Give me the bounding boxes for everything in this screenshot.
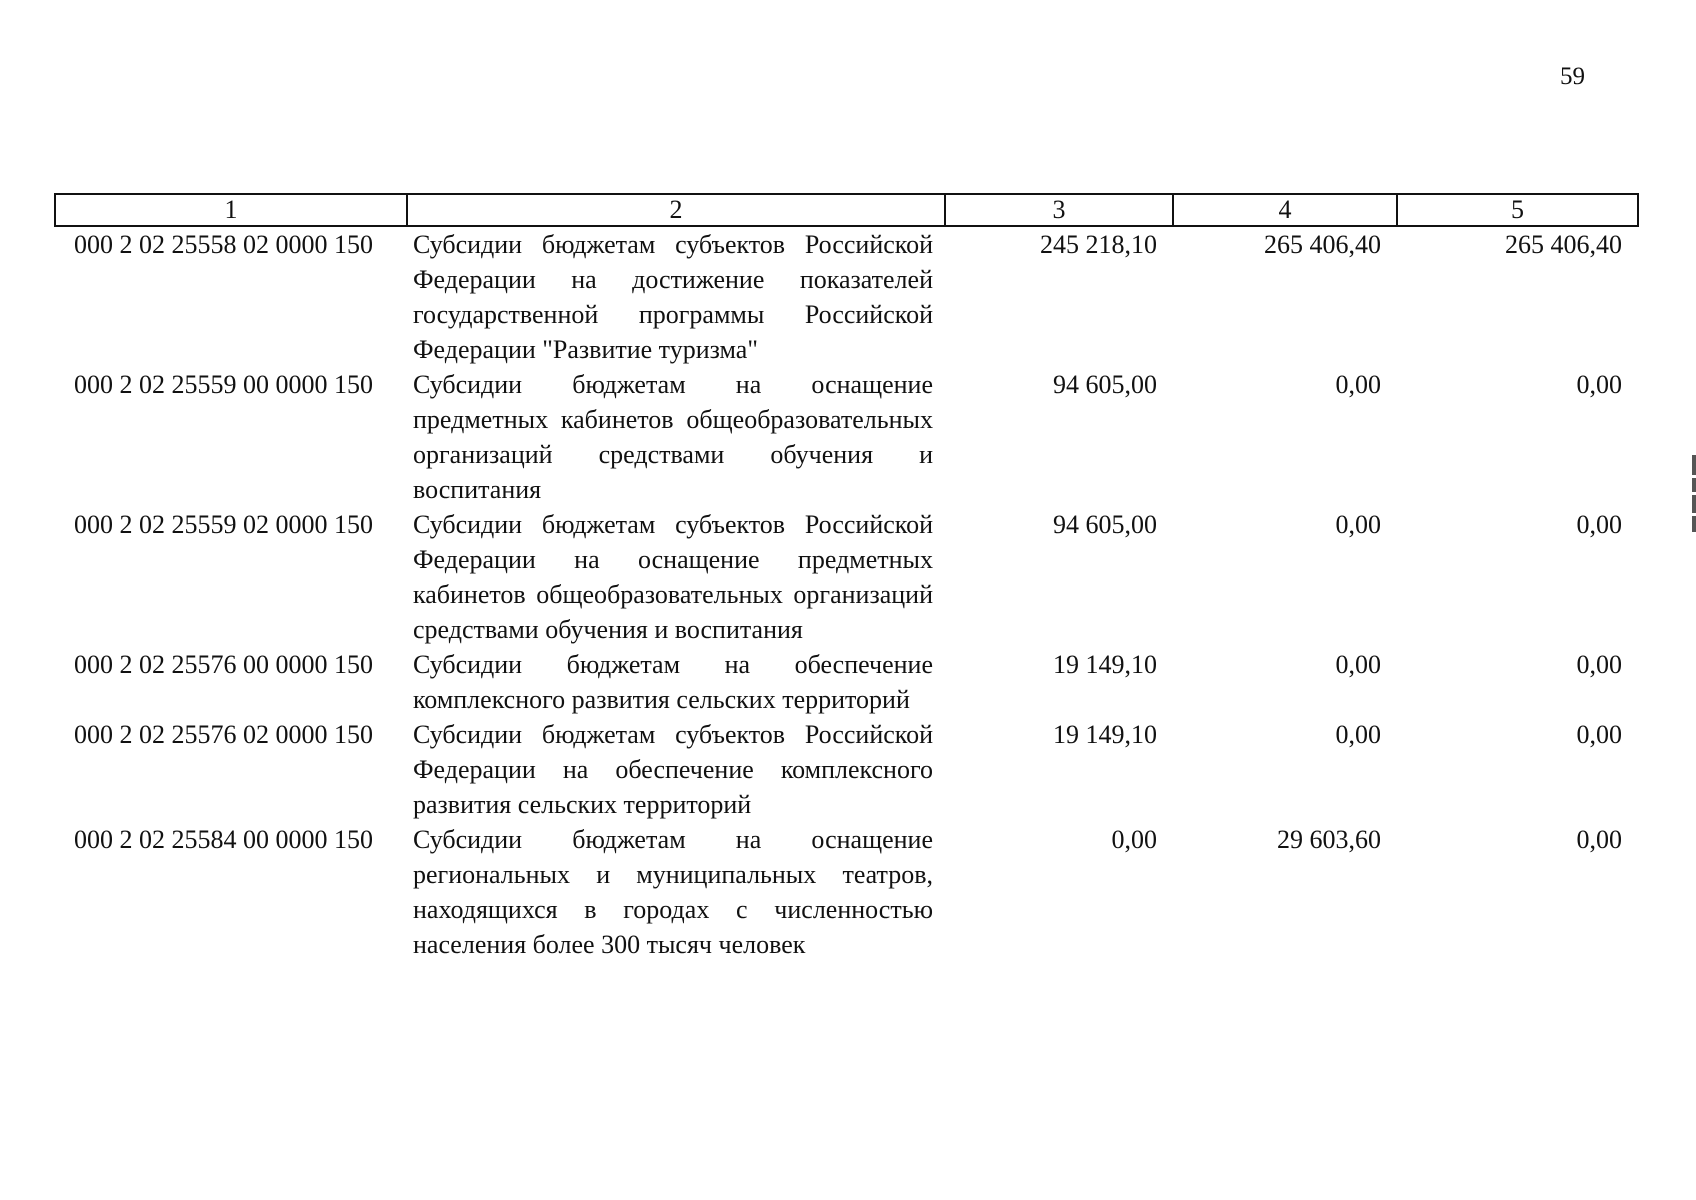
amount-col4-cell: 29 603,60 [1277, 825, 1381, 854]
scan-edge-mark [1692, 495, 1696, 513]
amount-col5-cell: 0,00 [1576, 510, 1622, 539]
column-header-5: 5 [1397, 194, 1638, 226]
header-row [55, 194, 1638, 226]
amount-col3-cell: 94 605,00 [1053, 510, 1157, 539]
amount-col3-cell: 19 149,10 [1053, 650, 1157, 679]
amount-col4-cell: 0,00 [1335, 510, 1381, 539]
table-row [55, 226, 1638, 367]
amount-col5-cell: 0,00 [1576, 370, 1622, 399]
column-header-3: 3 [945, 194, 1173, 226]
scan-edge-marks [1692, 455, 1696, 535]
amount-col4-cell: 265 406,40 [1264, 230, 1381, 259]
scan-edge-mark [1692, 478, 1696, 492]
budget-code-cell: 000 2 02 25558 02 0000 150 [74, 230, 373, 259]
budget-code-cell: 000 2 02 25559 02 0000 150 [74, 510, 373, 539]
amount-col5-cell: 0,00 [1576, 825, 1622, 854]
column-header-2: 2 [407, 194, 945, 226]
scan-edge-mark [1692, 455, 1696, 475]
amount-col5-cell: 0,00 [1576, 720, 1622, 749]
budget-code-cell: 000 2 02 25576 00 0000 150 [74, 650, 373, 679]
amount-col4-cell: 0,00 [1335, 370, 1381, 399]
column-header-1: 1 [55, 194, 407, 226]
amount-col3-cell: 0,00 [1111, 825, 1157, 854]
amount-col5-cell: 265 406,40 [1505, 230, 1622, 259]
table-row [55, 507, 1638, 647]
table-header [55, 194, 1638, 226]
table-row [55, 647, 1638, 717]
budget-code-cell: 000 2 02 25584 00 0000 150 [74, 825, 373, 854]
amount-col4-cell: 0,00 [1335, 720, 1381, 749]
amount-col3-cell: 94 605,00 [1053, 370, 1157, 399]
table-row [55, 822, 1638, 962]
table-row [55, 717, 1638, 822]
table-row [55, 367, 1638, 507]
amount-col5-cell: 0,00 [1576, 650, 1622, 679]
page-number: 59 [1560, 63, 1585, 90]
description-cell: Субсидии бюджетам субъектов Российской Федерации на оснащение предметных кабинетов общеобразовательных организаций средствами обучения и воспитания [413, 510, 933, 644]
description-cell: Субсидии бюджетам субъектов Российской Федерации на достижение показателей государственной программы Российской Федерации "Развитие туризма" [413, 230, 933, 364]
column-header-4: 4 [1173, 194, 1397, 226]
amount-col3-cell: 245 218,10 [1040, 230, 1157, 259]
scan-edge-mark [1692, 516, 1696, 532]
description-cell: Субсидии бюджетам субъектов Российской Федерации на обеспечение комплексного развития сельских территорий [413, 720, 933, 819]
budget-code-cell: 000 2 02 25559 00 0000 150 [74, 370, 373, 399]
description-cell: Субсидии бюджетам на оснащение региональных и муниципальных театров, находящихся в городах с численностью населения более 300 тысяч человек [413, 825, 933, 959]
budget-table [54, 193, 1639, 962]
description-cell: Субсидии бюджетам на оснащение предметных кабинетов общеобразовательных организаций средствами обучения и воспитания [413, 370, 933, 504]
amount-col4-cell: 0,00 [1335, 650, 1381, 679]
amount-col3-cell: 19 149,10 [1053, 720, 1157, 749]
budget-code-cell: 000 2 02 25576 02 0000 150 [74, 720, 373, 749]
table-body [55, 226, 1638, 962]
description-cell: Субсидии бюджетам на обеспечение комплексного развития сельских территорий [413, 650, 933, 714]
